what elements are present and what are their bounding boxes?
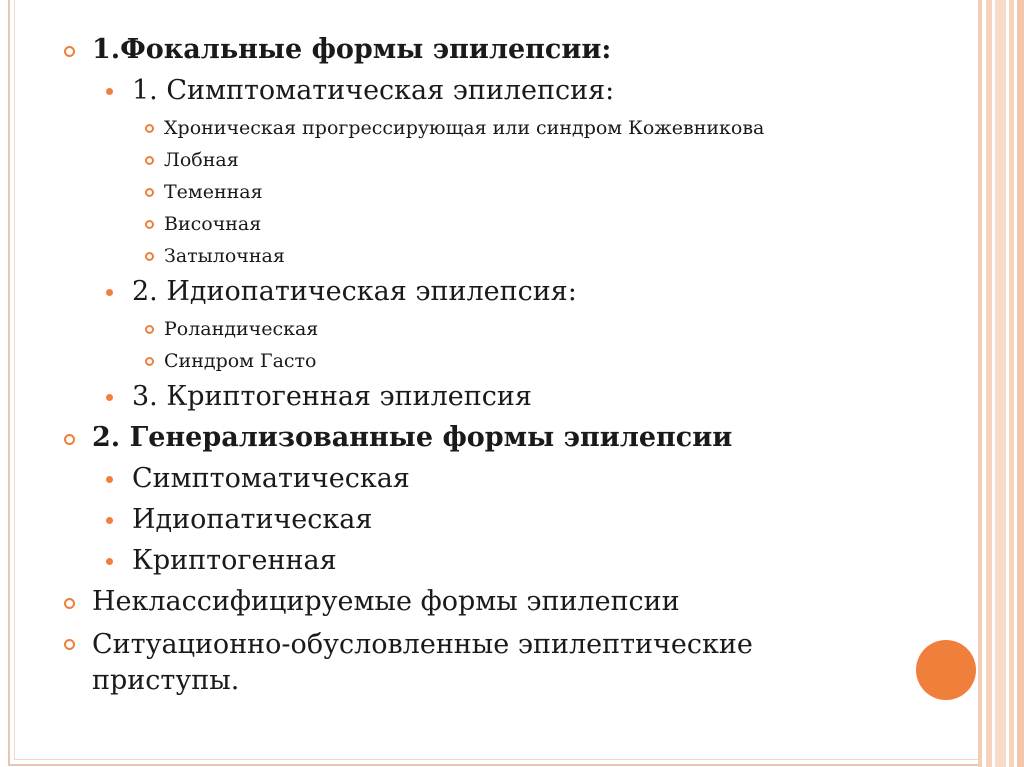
decorative-stripes <box>978 0 1024 767</box>
list-item-level2 <box>60 75 920 107</box>
item-text: Затылочная <box>164 245 285 267</box>
item-text: Теменная <box>164 181 263 203</box>
list-item-level1 <box>60 34 920 66</box>
item-text: Неклассифицируемые формы эпилепсии <box>92 586 680 617</box>
ring-bullet-icon <box>64 639 75 650</box>
bullet-list <box>60 34 920 708</box>
list-item-level3 <box>60 244 920 268</box>
list-item-level1 <box>60 422 920 454</box>
ring-bullet-icon <box>64 598 75 609</box>
stripe <box>1017 0 1024 767</box>
dot-bullet-icon <box>106 558 113 565</box>
item-text: Симптоматическая <box>132 463 410 494</box>
list-item-level3 <box>60 349 920 373</box>
stripe <box>995 0 1006 767</box>
ring-bullet-icon <box>145 156 154 165</box>
item-text: Височная <box>164 213 262 235</box>
dot-bullet-icon <box>106 517 113 524</box>
ring-bullet-icon <box>64 46 75 57</box>
list-item-level3 <box>60 180 920 204</box>
ring-bullet-icon <box>145 188 154 197</box>
list-item-level2 <box>60 276 920 308</box>
item-text: 3. Криптогенная эпилепсия <box>132 381 532 412</box>
item-text: Хроническая прогрессирующая или синдром Кожевникова <box>164 117 765 139</box>
item-text: 1.Фокальные формы эпилепсии: <box>92 34 612 65</box>
list-item-level3 <box>60 116 920 140</box>
list-item-level2 <box>60 504 920 536</box>
list-item-level2 <box>60 381 920 413</box>
dot-bullet-icon <box>106 394 113 401</box>
list-item-level3 <box>60 212 920 236</box>
dot-bullet-icon <box>106 476 113 483</box>
list-item-level3 <box>60 317 920 341</box>
item-text: Идиопатическая <box>132 504 373 535</box>
list-item-level2 <box>60 463 920 495</box>
stripe <box>978 0 982 767</box>
item-text: Ситуационно-обусловленные эпилептические приступы. <box>92 629 753 696</box>
list-item-level2 <box>60 545 920 577</box>
item-text: 2. Генерализованные формы эпилепсии <box>92 422 733 453</box>
ring-bullet-icon <box>145 357 154 366</box>
item-text: Криптогенная <box>132 545 337 576</box>
ring-bullet-icon <box>145 325 154 334</box>
item-text: Роландическая <box>164 318 319 340</box>
list-item-level1 <box>60 586 920 618</box>
ring-bullet-icon <box>145 252 154 261</box>
stripe <box>1009 0 1014 767</box>
list-item-level3 <box>60 148 920 172</box>
ring-bullet-icon <box>145 220 154 229</box>
decorative-circle <box>916 640 976 700</box>
item-text: Лобная <box>164 149 239 171</box>
dot-bullet-icon <box>106 88 113 95</box>
dot-bullet-icon <box>106 289 113 296</box>
ring-bullet-icon <box>64 434 75 445</box>
item-text: 1. Симптоматическая эпилепсия: <box>132 75 615 106</box>
list-item-level1 <box>60 627 792 699</box>
item-text: 2. Идиопатическая эпилепсия: <box>132 276 577 307</box>
item-text: Синдром Гасто <box>164 350 317 372</box>
ring-bullet-icon <box>145 124 154 133</box>
stripe <box>986 0 992 767</box>
